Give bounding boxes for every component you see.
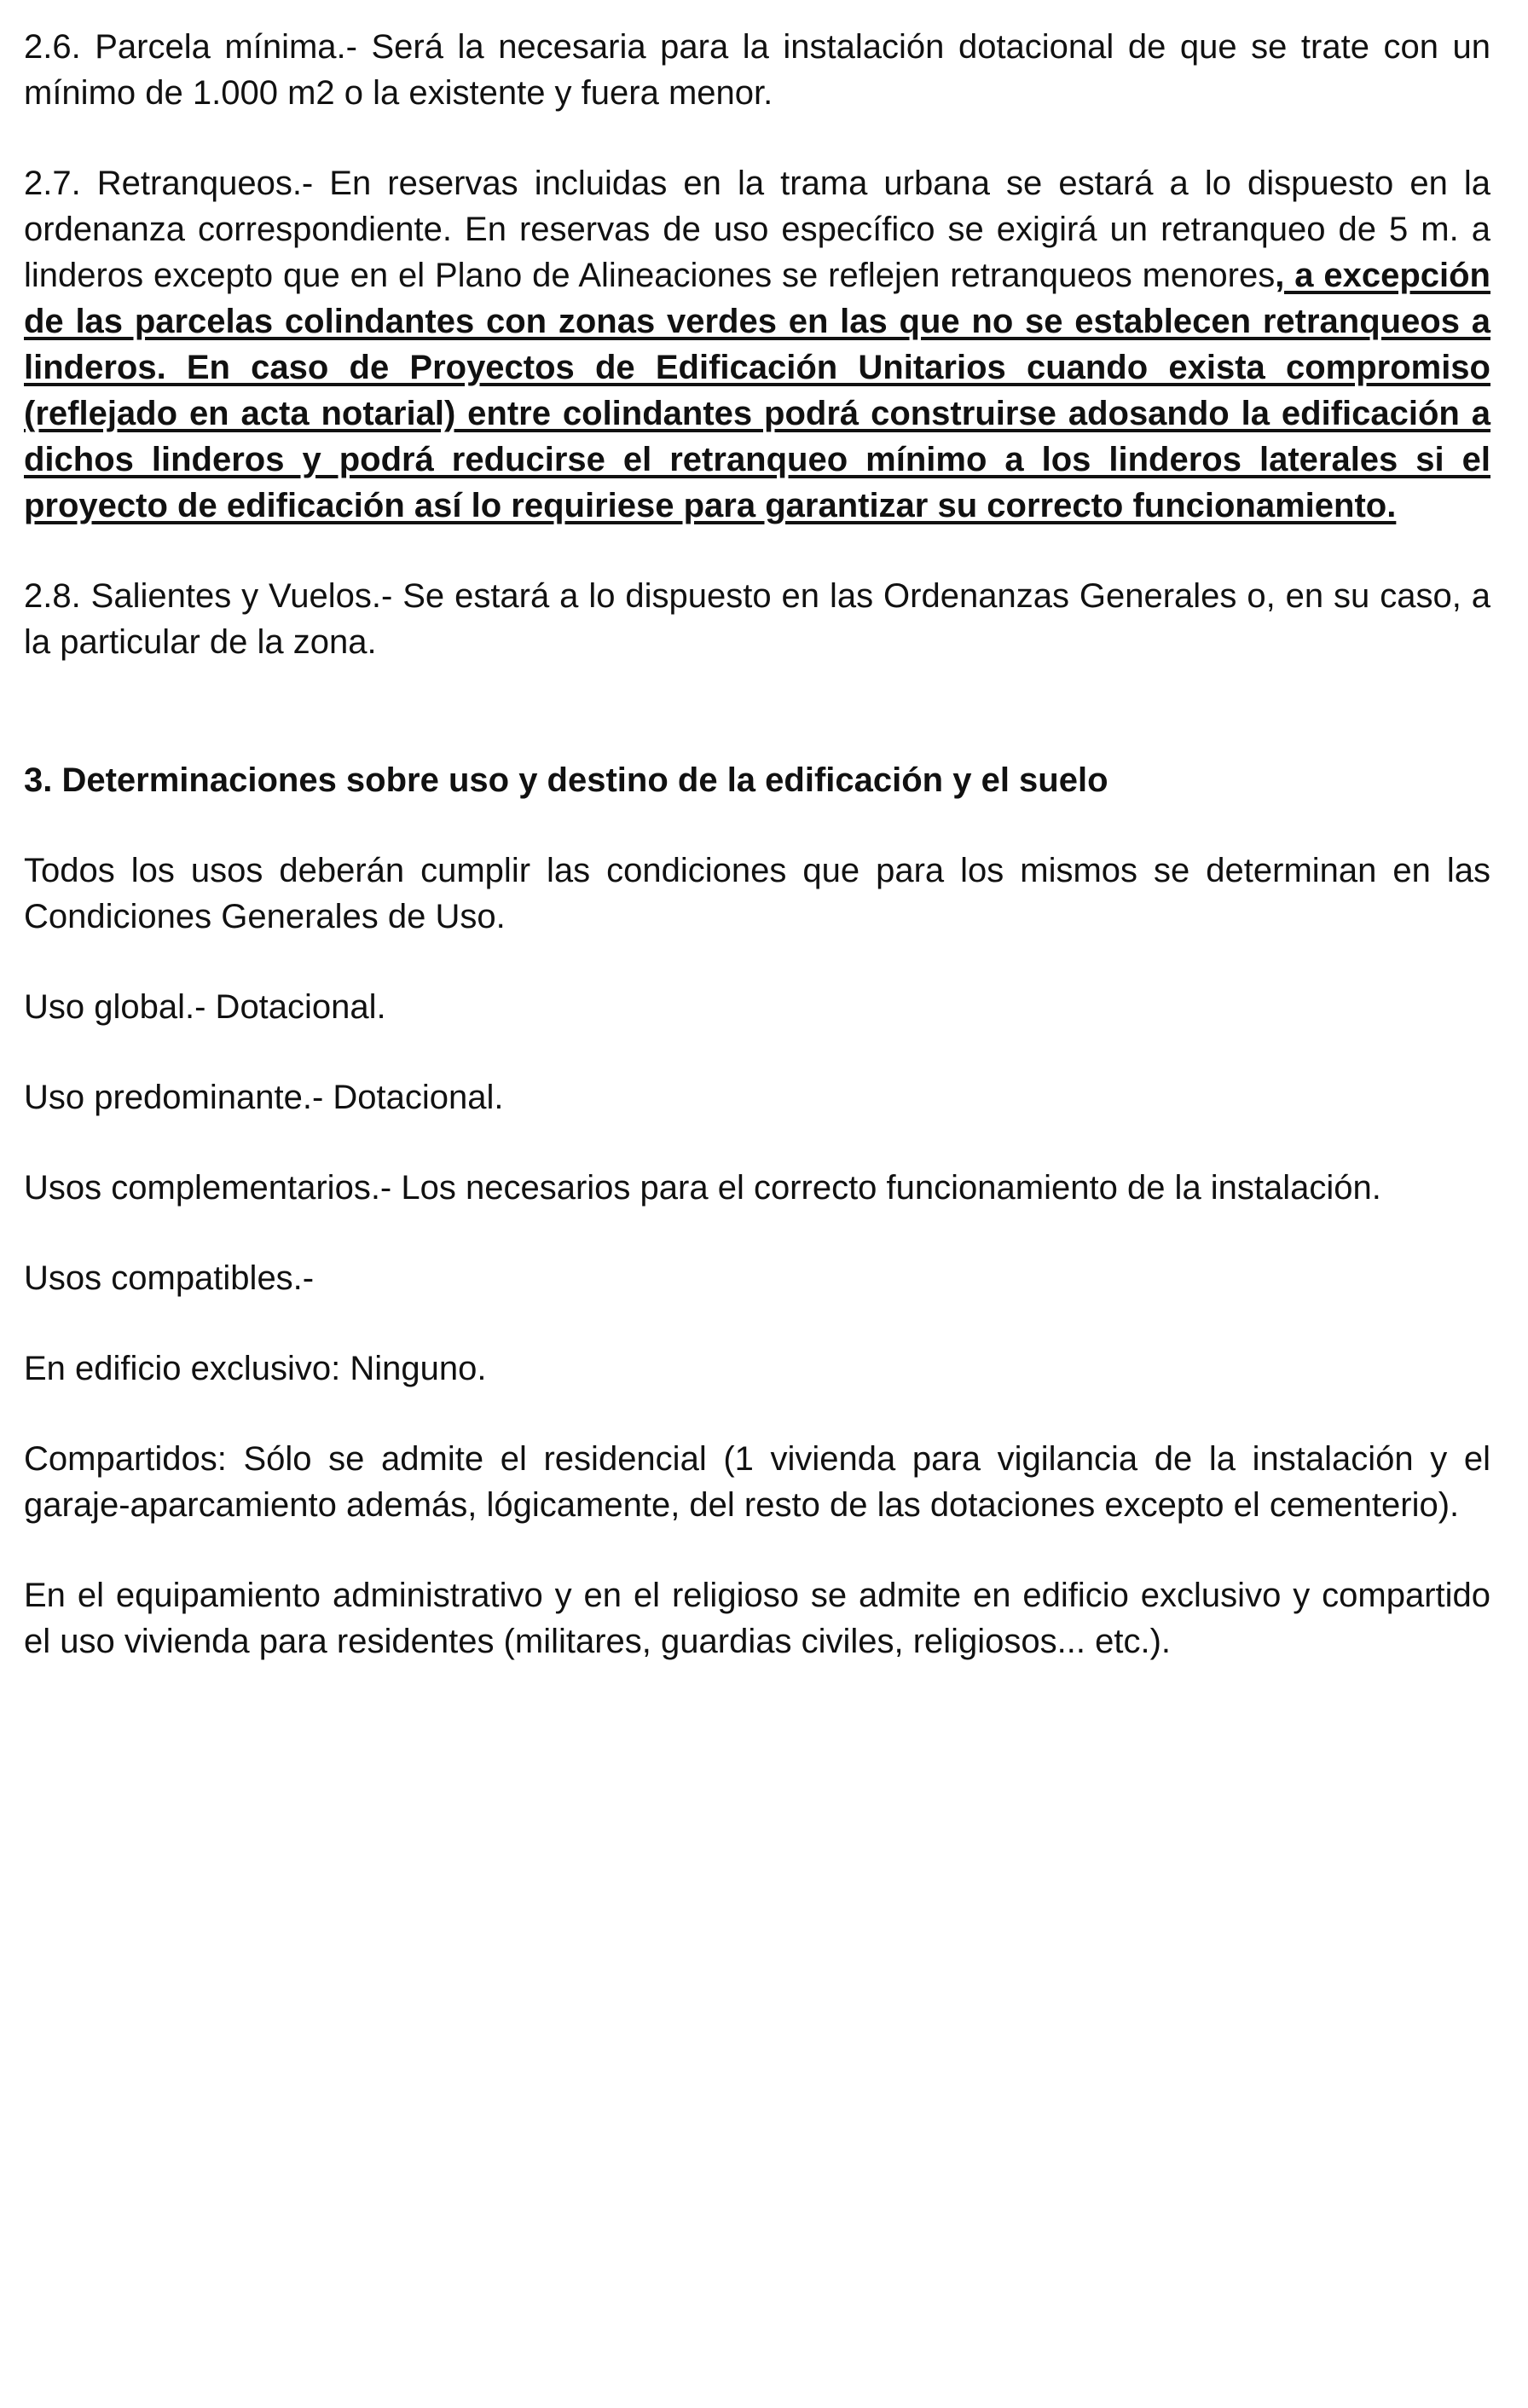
- spacer: [24, 529, 1490, 573]
- paragraph-2-7: [24, 160, 1490, 529]
- paragraph-2-8: 2.8. Salientes y Vuelos.- Se estará a lo dispuesto en las Ordenanzas Generales o, en su caso, a la particular de la zona.: [24, 577, 1490, 661]
- spacer: [24, 803, 1490, 848]
- spacer: [24, 940, 1490, 984]
- spacer: [24, 1120, 1490, 1165]
- document-page: [24, 24, 1490, 1664]
- section-3-heading: 3. Determinaciones sobre uso y destino de la edificación y el suelo: [24, 761, 1108, 799]
- paragraph-equipamiento: En el equipamiento administrativo y en el religioso se admite en edificio exclusivo y compartido el uso vivienda para residentes (militares, guardias civiles, religiosos... etc.).: [24, 1577, 1490, 1660]
- paragraph-edificio-exclusivo: En edificio exclusivo: Ninguno.: [24, 1350, 487, 1387]
- paragraph-uso-global: Uso global.- Dotacional.: [24, 988, 386, 1026]
- paragraph-2-7-amendment: , a excepción de las parcelas colindantes con zonas verdes en las que no se establecen retranqueos a linderos. En caso de Proyectos de Edificación Unitarios cuando exista compromiso (reflejado en acta notarial) entre colindantes podrá construirse adosando la edificación a dichos linderos y podrá reducirse el retranqueo mínimo a los linderos laterales si el proyecto de edificación así lo requiriese para garantizar su correcto funcionamiento.: [24, 257, 1490, 524]
- spacer: [24, 1211, 1490, 1255]
- paragraph-uso-predominante: Uso predominante.- Dotacional.: [24, 1079, 504, 1116]
- spacer: [24, 665, 1490, 757]
- spacer: [24, 1301, 1490, 1346]
- paragraph-2-6: 2.6. Parcela mínima.- Será la necesaria para la instalación dotacional de que se trate con un mínimo de 1.000 m2 o la existente y fuera menor.: [24, 28, 1490, 112]
- paragraph-2-7-text: 2.7. Retranqueos.- En reservas incluidas en la trama urbana se estará a lo dispuesto en la ordenanza correspondiente. En reservas de uso específico se exigirá un retranqueo de 5 m. a linderos excepto que en el Plano de Alineaciones se reflejen retranqueos menores: [24, 165, 1490, 294]
- spacer: [24, 1392, 1490, 1436]
- spacer: [24, 1528, 1490, 1572]
- paragraph-compartidos: Compartidos: Sólo se admite el residencial (1 vivienda para vigilancia de la instalación y el garaje-aparcamiento además, lógicamente, del resto de las dotaciones excepto el cementerio).: [24, 1440, 1490, 1524]
- paragraph-usos-compatibles: Usos compatibles.-: [24, 1259, 315, 1297]
- spacer: [24, 1030, 1490, 1074]
- paragraph-usos-complementarios: Usos complementarios.- Los necesarios para el correcto funcionamiento de la instalación.: [24, 1169, 1381, 1207]
- spacer: [24, 116, 1490, 160]
- paragraph-todos-los-usos: Todos los usos deberán cumplir las condiciones que para los mismos se determinan en las Condiciones Generales de Uso.: [24, 852, 1490, 935]
